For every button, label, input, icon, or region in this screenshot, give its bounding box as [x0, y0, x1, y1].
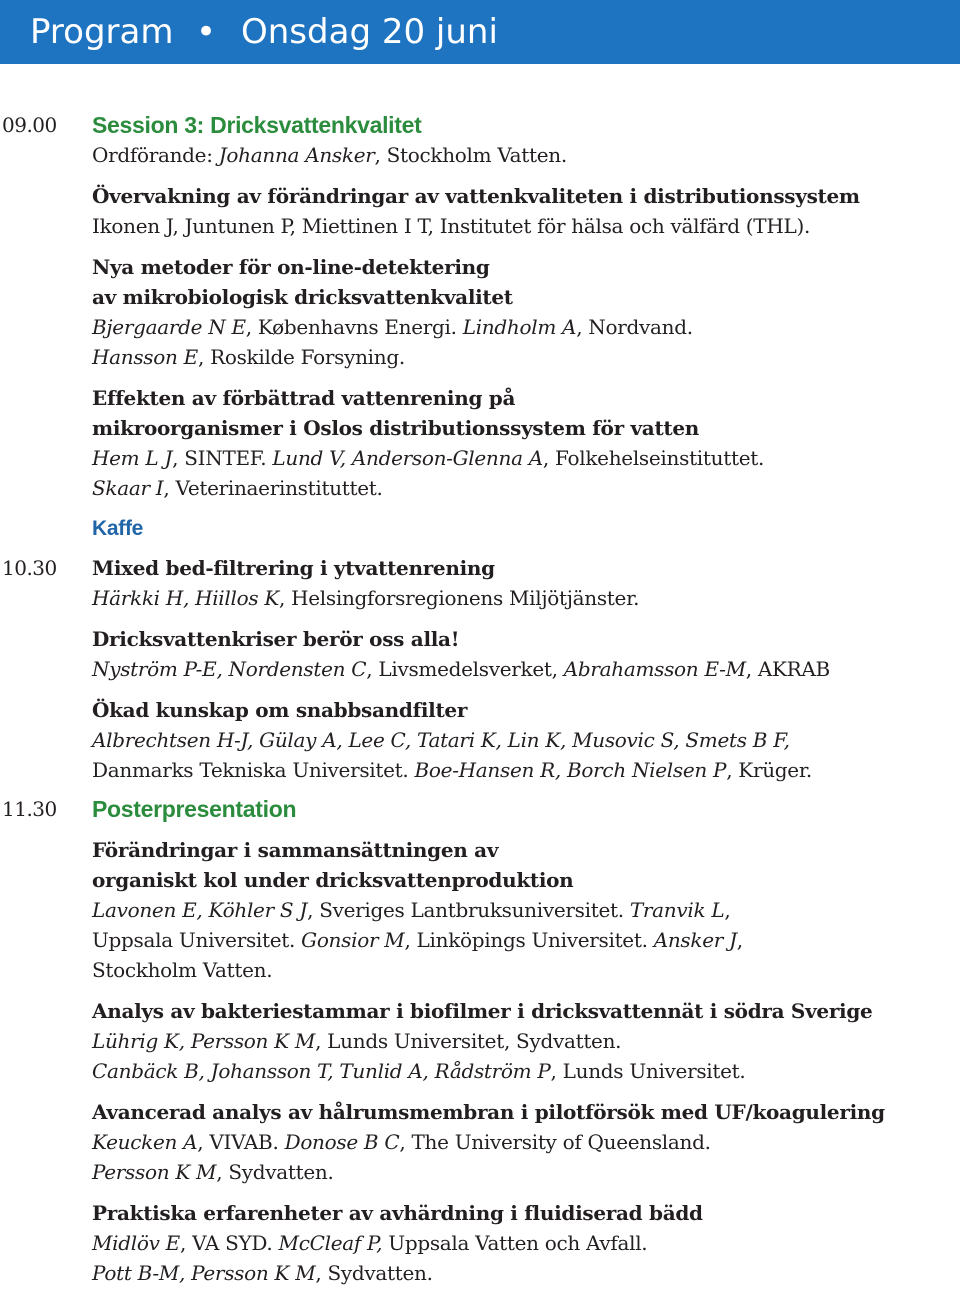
bullet-icon: • — [196, 12, 217, 52]
talk-title: av mikrobiologisk dricksvattenkvalitet — [92, 285, 513, 309]
affiliation: , Sydvatten. — [216, 1160, 334, 1184]
author: Lindholm A — [462, 315, 577, 339]
affiliation: , Lunds Universitet, Sydvatten. — [315, 1029, 622, 1053]
time-label: 09.00 — [2, 113, 57, 137]
author: Hansson E — [92, 345, 198, 369]
affiliation: , VIVAB. — [197, 1130, 285, 1154]
author: Canbäck B, Johansson T, Tunlid A, Rådström P — [92, 1059, 551, 1083]
poster-authors — [92, 1056, 960, 1086]
author: Bjergaarde N E — [92, 315, 246, 339]
talk-authors — [92, 755, 960, 785]
affiliation: , Roskilde Forsyning. — [197, 345, 405, 369]
author: Pott B-M, Persson K M — [92, 1261, 316, 1285]
talk-title: Ökad kunskap om snabbsandfilter — [92, 698, 468, 722]
author: Tranvik L — [629, 898, 725, 922]
session-block-1130 — [0, 794, 960, 1288]
talk-title: mikroorganismer i Oslos distributionssystem för vatten — [92, 416, 700, 440]
affiliation: , Lunds Universitet. — [550, 1059, 746, 1083]
poster — [92, 1198, 960, 1288]
time-label: 11.30 — [2, 797, 57, 821]
header-banner — [0, 0, 960, 64]
affiliation: Uppsala Universitet. — [92, 928, 302, 952]
session-block-0900 — [0, 110, 960, 544]
header-program: Program — [30, 12, 174, 52]
affiliation: , Sveriges Lantbruksuniversitet. — [307, 898, 630, 922]
talk-title: Mixed bed-filtrering i ytvattenrening — [92, 556, 495, 580]
poster-title: Analys av bakteriestammar i biofilmer i dricksvattennät i södra Sverige — [92, 999, 873, 1023]
talk-authors — [92, 654, 960, 684]
time-label: 10.30 — [2, 556, 57, 580]
poster-title: Avancerad analys av hålrumsmembran i pilotförsök med UF/koagulering — [92, 1100, 885, 1124]
poster-title: organiskt kol under dricksvattenproduktion — [92, 868, 574, 892]
poster-authors — [92, 1258, 960, 1288]
poster-authors — [92, 1026, 960, 1056]
affiliation: , Linköpings Universitet. — [404, 928, 654, 952]
affiliation: , AKRAB — [745, 657, 830, 681]
affiliation: , — [736, 928, 743, 952]
talk-authors — [92, 342, 960, 372]
talk — [92, 181, 960, 241]
talk-title: Övervakning av förändringar av vattenkvaliteten i distributionssystem — [92, 184, 860, 208]
talk-title: Dricksvattenkriser berör oss alla! — [92, 627, 460, 651]
author: Skaar I — [92, 476, 164, 500]
author: Lund V, Anderson-Glenna A — [272, 446, 543, 470]
author: Keucken A — [92, 1130, 198, 1154]
poster-authors — [92, 1228, 960, 1258]
talk — [92, 695, 960, 785]
author: Ansker J — [653, 928, 737, 952]
affiliation: , VA SYD. — [179, 1231, 279, 1255]
author: Lührig K, Persson K M — [92, 1029, 316, 1053]
talk-authors — [92, 443, 960, 473]
talk — [92, 624, 960, 684]
session-title: Posterpresentation — [92, 796, 297, 822]
author: Hem L J — [92, 446, 173, 470]
affiliation: , Helsingforsregionens Miljötjänster. — [279, 586, 640, 610]
talk-authors — [92, 312, 960, 342]
header-day: Onsdag 20 juni — [241, 12, 498, 52]
author: McCleaf P, — [278, 1231, 383, 1255]
talk — [92, 553, 960, 613]
affiliation: , Livsmedelsverket, — [366, 657, 564, 681]
program-content — [0, 110, 960, 1288]
author: Albrechtsen H-J, Gülay A, Lee C, Tatari K, Lin K, Musovic S, Smets B F, — [92, 728, 790, 752]
author: Boe-Hansen R, Borch Nielsen P — [414, 758, 727, 782]
talk — [92, 252, 960, 372]
coffee-break: Kaffe — [92, 517, 144, 540]
affiliation: , — [724, 898, 731, 922]
affiliation: , The University of Queensland. — [399, 1130, 711, 1154]
chair-org: , Stockholm Vatten. — [374, 143, 567, 167]
affiliation: , Folkehelseinstituttet. — [542, 446, 765, 470]
talk-authors — [92, 725, 960, 755]
poster-title: Praktiska erfarenheter av avhärdning i fluidiserad bädd — [92, 1201, 703, 1225]
author: Lavonen E, Köhler S J — [92, 898, 308, 922]
author: Nyström P-E, Nordensten C — [92, 657, 367, 681]
poster-authors — [92, 1127, 960, 1157]
poster-title: Förändringar i sammansättningen av — [92, 838, 499, 862]
chair-name: Johanna Ansker — [218, 143, 375, 167]
author: Midlöv E — [92, 1231, 180, 1255]
talk — [92, 383, 960, 503]
affiliation: , SINTEF. — [172, 446, 273, 470]
poster-authors — [92, 1157, 960, 1187]
affiliation: , Veterinaerinstituttet. — [163, 476, 383, 500]
author: Donose B C — [284, 1130, 400, 1154]
poster — [92, 996, 960, 1086]
author: Härkki H, Hiillos K — [92, 586, 280, 610]
affiliation: Danmarks Tekniska Universitet. — [92, 758, 415, 782]
affiliation: , Sydvatten. — [315, 1261, 433, 1285]
author: Abrahamsson E-M — [563, 657, 746, 681]
chair-line — [92, 140, 960, 170]
session-block-1030 — [0, 553, 960, 785]
author: Gonsior M — [301, 928, 405, 952]
talk-title: Nya metoder för on-line-detektering — [92, 255, 490, 279]
poster-authors — [92, 895, 960, 925]
talk-authors: Ikonen J, Juntunen P, Miettinen I T, Institutet för hälsa och välfärd (THL). — [92, 214, 811, 238]
talk-authors — [92, 473, 960, 503]
affiliation: , Nordvand. — [576, 315, 693, 339]
affiliation: , Københavns Energi. — [245, 315, 463, 339]
affiliation: Stockholm Vatten. — [92, 958, 273, 982]
talk-title: Effekten av förbättrad vattenrening på — [92, 386, 516, 410]
poster — [92, 1097, 960, 1187]
poster-authors — [92, 955, 960, 985]
chair-label: Ordförande: — [92, 143, 219, 167]
author: Persson K M — [92, 1160, 217, 1184]
talk-authors — [92, 583, 960, 613]
poster-authors — [92, 925, 960, 955]
session-title: Session 3: Dricksvattenkvalitet — [92, 112, 422, 138]
affiliation: Uppsala Vatten och Avfall. — [382, 1231, 648, 1255]
poster — [92, 835, 960, 985]
affiliation: , Krüger. — [726, 758, 812, 782]
